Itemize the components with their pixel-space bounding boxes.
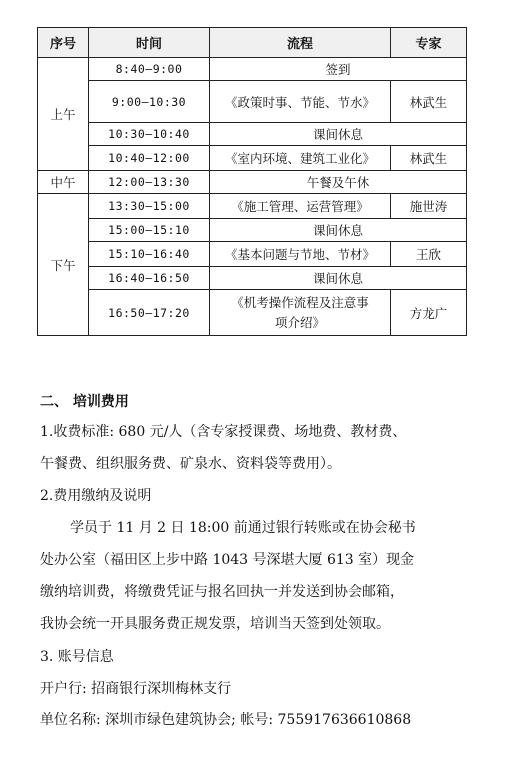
table-row [38, 81, 467, 123]
content-cell: 签到 [210, 58, 467, 81]
expert-cell: 王欣 [391, 242, 467, 267]
table-row [38, 219, 467, 242]
payment-line-3: 缴纳培训费，将缴费凭证与报名回执一并发送到协会邮箱， [40, 584, 404, 600]
content-cell: 课间休息 [210, 123, 467, 146]
content-cell: 《基本问题与节地、节材》 [210, 242, 391, 267]
expert-cell: 林武生 [391, 146, 467, 171]
content-cell: 《政策时事、节能、节水》 [210, 81, 391, 123]
content-line: 项介绍》 [274, 314, 325, 330]
expert-cell: 方龙广 [391, 290, 467, 336]
time-cell: 15:10—16:40 [89, 242, 210, 267]
content-cell: 《室内环境、建筑工业化》 [210, 146, 391, 171]
payment-line-2: 处办公室（福田区上步中路 1043 号深堪大厦 613 室）现金 [40, 552, 415, 568]
time-cell: 8:40—9:00 [89, 58, 210, 81]
time-cell: 12:00—13:30 [89, 171, 210, 194]
header-expert: 专家 [391, 28, 467, 58]
period-afternoon: 下午 [38, 194, 89, 336]
header-process: 流程 [210, 28, 391, 58]
header-index: 序号 [38, 28, 89, 58]
content-cell: 课间休息 [210, 267, 467, 290]
table-row [38, 171, 467, 194]
payment-line-1: 学员于 11 月 2 日 18:00 前通过银行转账或在协会秘书 [70, 520, 416, 536]
time-cell: 15:00—15:10 [89, 219, 210, 242]
header-time: 时间 [89, 28, 210, 58]
table-row [38, 58, 467, 81]
expert-cell: 林武生 [391, 81, 467, 123]
content-cell: 课间休息 [210, 219, 467, 242]
content-line: 《机考操作流程及注意事 [231, 294, 369, 310]
content-cell [210, 290, 391, 336]
table-row [38, 267, 467, 290]
time-cell: 10:40—12:00 [89, 146, 210, 171]
header-row [38, 28, 467, 58]
account-title: 3. 账号信息 [40, 649, 114, 665]
time-cell: 10:30—10:40 [89, 123, 210, 146]
expert-cell: 施世涛 [391, 194, 467, 219]
schedule-table [37, 27, 467, 336]
time-cell: 13:30—15:00 [89, 194, 210, 219]
content-cell: 《施工管理、运营管理》 [210, 194, 391, 219]
table-row [38, 242, 467, 267]
unit-account-line: 单位名称: 深圳市绿色建筑协会; 帐号: 755917636610868 [40, 712, 412, 728]
content-cell: 午餐及午休 [210, 171, 467, 194]
fee-line-1: 1.收费标准: 680 元/人（含专家授课费、场地费、教材费、 [40, 424, 407, 440]
bank-line: 开户行: 招商银行深圳梅林支行 [40, 681, 232, 697]
table-row [38, 123, 467, 146]
time-cell: 9:00—10:30 [89, 81, 210, 123]
time-cell: 16:50—17:20 [89, 290, 210, 336]
time-cell: 16:40—16:50 [89, 267, 210, 290]
period-morning: 上午 [38, 58, 89, 171]
fee-line-2: 午餐费、组织服务费、矿泉水、资料袋等费用）。 [40, 456, 341, 472]
section-title: 二、 培训费用 [40, 394, 129, 410]
table-row [38, 290, 467, 336]
payment-line-4: 我协会统一开具服务费正规发票，培训当天签到处领取。 [40, 616, 390, 632]
table-row [38, 194, 467, 219]
payment-title: 2.费用缴纳及说明 [40, 488, 152, 504]
period-noon: 中午 [38, 171, 89, 194]
table-row [38, 146, 467, 171]
